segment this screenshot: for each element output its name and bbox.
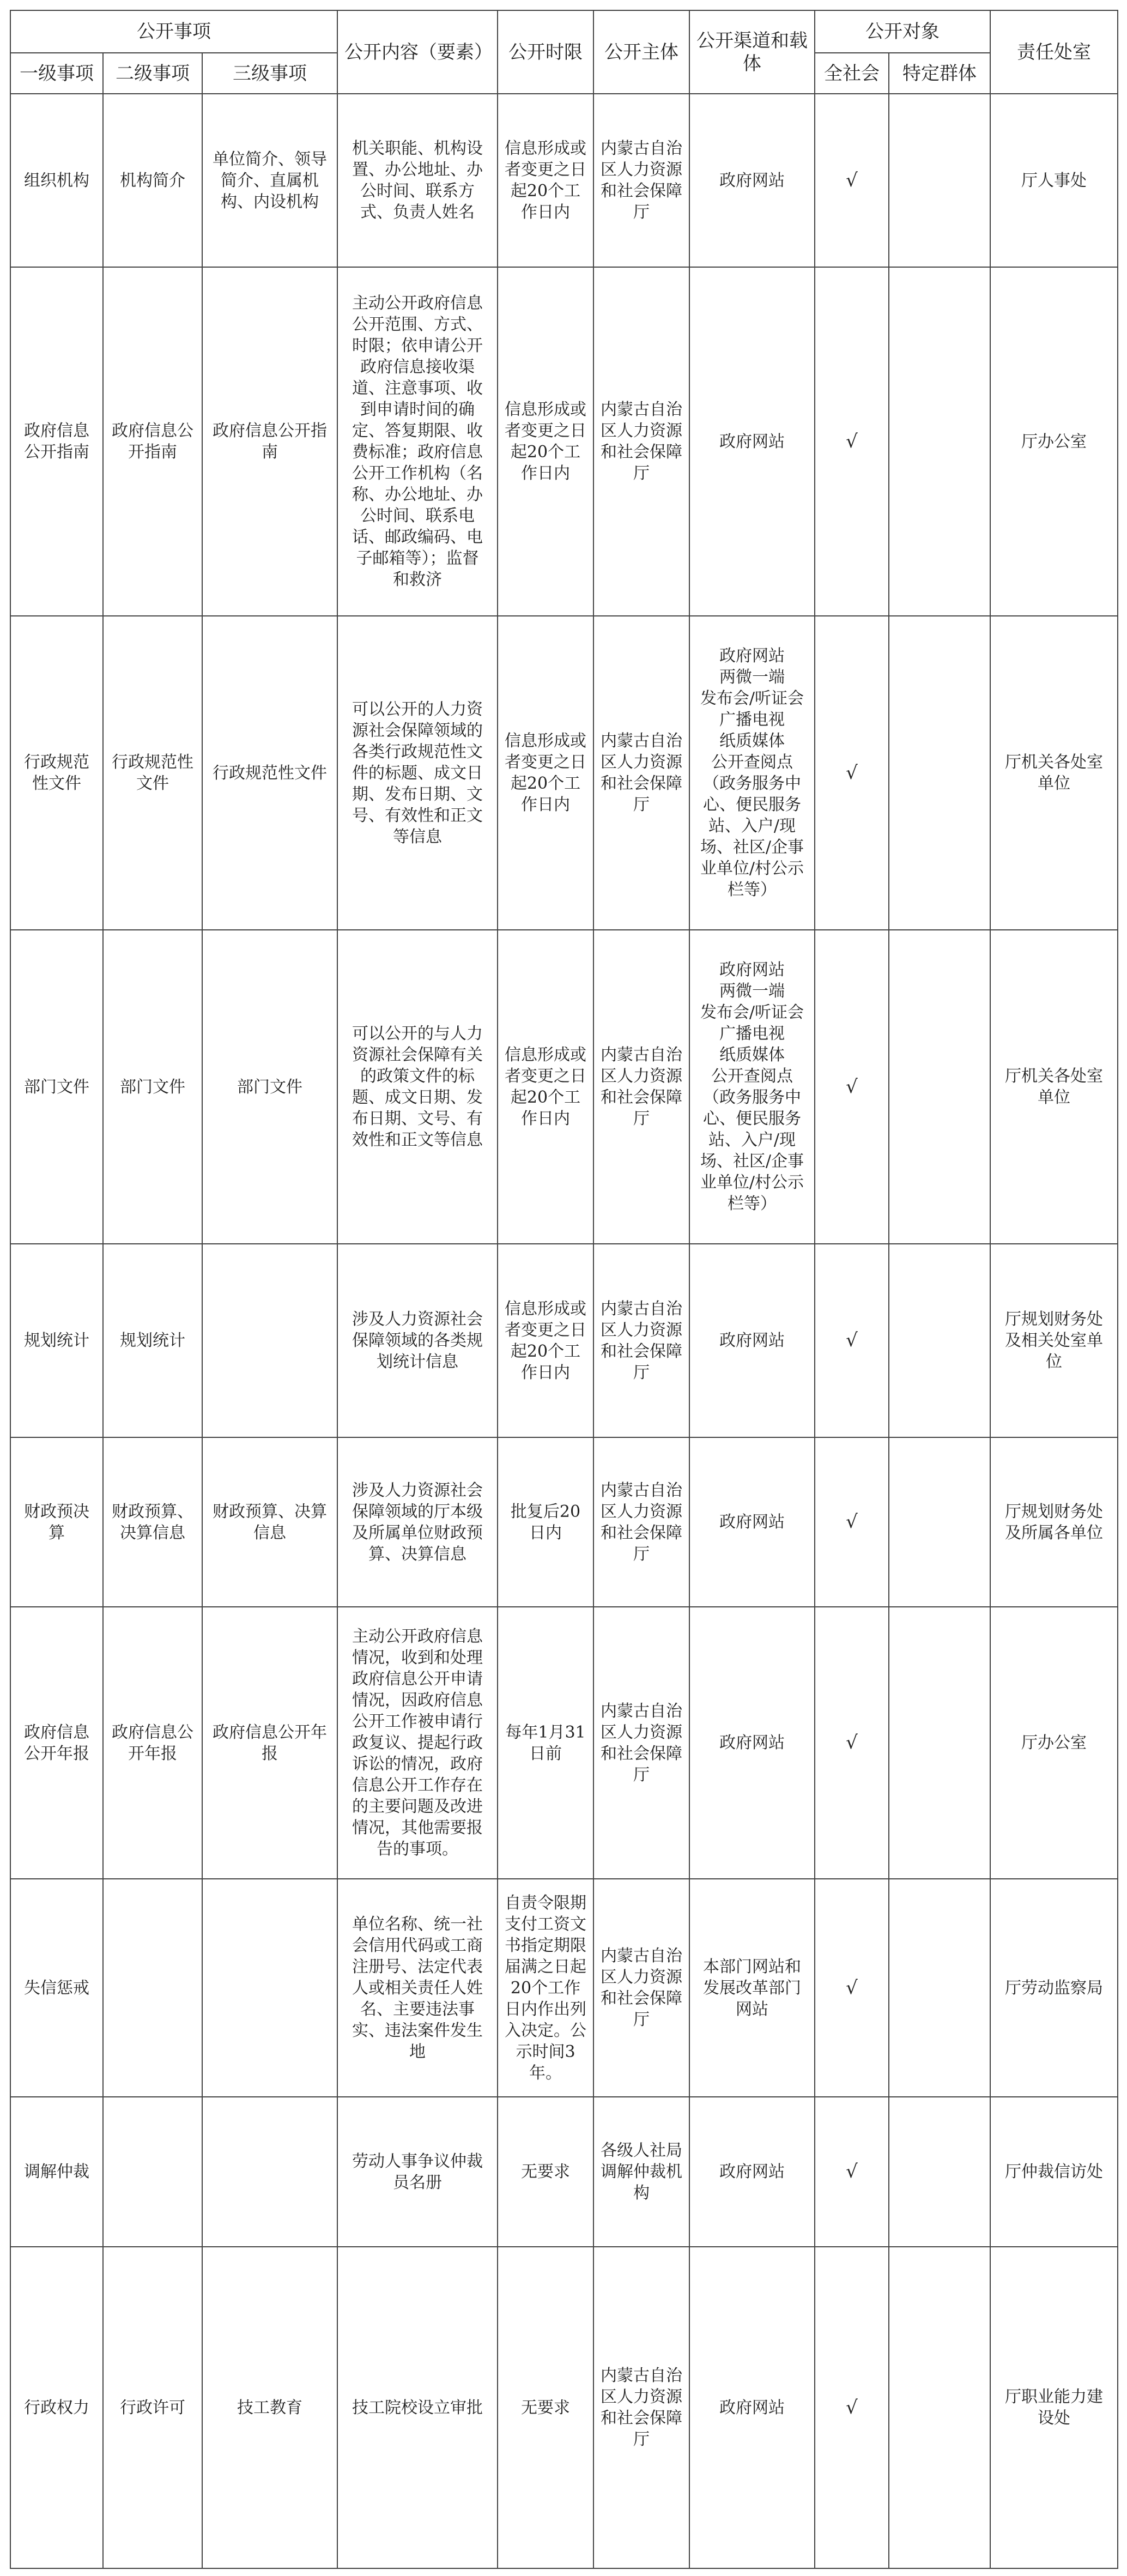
cell-specific-group [889,616,990,930]
cell-time-limit: 信息形成或者变更之日起20个工作日内 [498,1244,593,1437]
cell-level2: 行政规范性文件 [103,616,202,930]
cell-level1: 行政权力 [10,2247,103,2568]
cell-time-limit: 信息形成或者变更之日起20个工作日内 [498,94,593,267]
cell-channel: 政府网站 [689,1244,815,1437]
cell-responsible: 厅机关各处室单位 [990,930,1118,1244]
cell-responsible: 厅职业能力建设处 [990,2247,1118,2568]
cell-time-limit: 信息形成或者变更之日起20个工作日内 [498,267,593,616]
cell-channel: 政府网站 [689,94,815,267]
header-whole-society: 全社会 [815,53,889,94]
cell-content: 单位名称、统一社会信用代码或工商注册号、法定代表人或相关责任人姓名、主要违法事实、违法案件发生地 [337,1879,498,2097]
cell-channel: 政府网站 [689,1437,815,1607]
cell-whole-society-check: √ [815,2097,889,2247]
cell-time-limit: 信息形成或者变更之日起20个工作日内 [498,616,593,930]
disclosure-table [10,10,1118,2569]
cell-whole-society-check: √ [815,267,889,616]
cell-content: 劳动人事争议仲裁员名册 [337,2097,498,2247]
cell-level1: 政府信息公开指南 [10,267,103,616]
cell-subject: 内蒙古自治区人力资源和社会保障厅 [593,616,689,930]
cell-subject: 内蒙古自治区人力资源和社会保障厅 [593,930,689,1244]
cell-specific-group [889,267,990,616]
cell-whole-society-check: √ [815,1879,889,2097]
cell-content: 主动公开政府信息情况，收到和处理政府信息公开申请情况，因政府信息公开工作被申请行政复议、提起行政诉讼的情况，政府信息公开工作存在的主要问题及改进情况，其他需要报告的事项。 [337,1607,498,1879]
cell-responsible: 厅规划财务处及所属各单位 [990,1437,1118,1607]
cell-channel: 政府网站 [689,2247,815,2568]
header-time-limit: 公开时限 [498,10,593,94]
cell-content: 可以公开的与人力资源社会保障有关的政策文件的标题、成文日期、发布日期、文号、有效性和正文等信息 [337,930,498,1244]
table-row [10,1437,1118,1607]
cell-level1: 财政预决算 [10,1437,103,1607]
cell-time-limit: 每年1月31日前 [498,1607,593,1879]
cell-subject: 各级人社局调解仲裁机构 [593,2097,689,2247]
cell-responsible: 厅办公室 [990,1607,1118,1879]
cell-content: 主动公开政府信息公开范围、方式、时限；依申请公开政府信息接收渠道、注意事项、收到申请时间的确定、答复期限、收费标准；政府信息公开工作机构（名称、办公地址、办公时间、联系电话、邮政编码、电子邮箱等）；监督和救济 [337,267,498,616]
cell-time-limit: 自责令限期支付工资文书指定期限届满之日起20个工作日内作出列入决定。公示时间3年。 [498,1879,593,2097]
cell-content: 技工院校设立审批 [337,2247,498,2568]
cell-whole-society-check: √ [815,94,889,267]
table-row [10,1879,1118,2097]
header-responsible: 责任处室 [990,10,1118,94]
table-header [10,10,1118,94]
cell-level1: 规划统计 [10,1244,103,1437]
cell-responsible: 厅仲裁信访处 [990,2097,1118,2247]
cell-content: 可以公开的人力资源社会保障领域的各类行政规范性文件的标题、成文日期、发布日期、文号、有效性和正文等信息 [337,616,498,930]
cell-specific-group [889,2247,990,2568]
cell-level3 [202,1879,337,2097]
cell-responsible: 厅劳动监察局 [990,1879,1118,2097]
cell-whole-society-check: √ [815,1244,889,1437]
cell-level3: 技工教育 [202,2247,337,2568]
cell-specific-group [889,94,990,267]
cell-whole-society-check: √ [815,1607,889,1879]
cell-responsible: 厅人事处 [990,94,1118,267]
cell-time-limit: 无要求 [498,2097,593,2247]
cell-channel: 本部门网站和发展改革部门网站 [689,1879,815,2097]
cell-level2: 机构简介 [103,94,202,267]
table-body [10,94,1118,2568]
cell-level1: 调解仲裁 [10,2097,103,2247]
table-row [10,94,1118,267]
header-level2: 二级事项 [103,53,202,94]
header-target: 公开对象 [815,10,990,53]
cell-content: 涉及人力资源社会保障领域的各类规划统计信息 [337,1244,498,1437]
cell-level2: 政府信息公开年报 [103,1607,202,1879]
cell-level3 [202,2097,337,2247]
cell-subject: 内蒙古自治区人力资源和社会保障厅 [593,1879,689,2097]
cell-specific-group [889,1607,990,1879]
cell-level1: 失信惩戒 [10,1879,103,2097]
header-channel: 公开渠道和载体 [689,10,815,94]
cell-level1: 行政规范性文件 [10,616,103,930]
cell-responsible: 厅办公室 [990,267,1118,616]
cell-subject: 内蒙古自治区人力资源和社会保障厅 [593,1244,689,1437]
cell-level3: 政府信息公开指南 [202,267,337,616]
cell-channel: 政府网站 两微一端 发布会/听证会 广播电视 纸质媒体 公开查阅点（政务服务中心、便民服务站、入户/现场、社区/企事业单位/村公示栏等） [689,616,815,930]
cell-whole-society-check: √ [815,1437,889,1607]
cell-subject: 内蒙古自治区人力资源和社会保障厅 [593,267,689,616]
cell-level2: 政府信息公开指南 [103,267,202,616]
header-specific-group: 特定群体 [889,53,990,94]
cell-level2: 部门文件 [103,930,202,1244]
table-row [10,1244,1118,1437]
cell-whole-society-check: √ [815,930,889,1244]
cell-level1: 部门文件 [10,930,103,1244]
cell-level2 [103,1879,202,2097]
cell-level3: 行政规范性文件 [202,616,337,930]
cell-responsible: 厅机关各处室单位 [990,616,1118,930]
header-level1: 一级事项 [10,53,103,94]
cell-specific-group [889,1244,990,1437]
table-row [10,616,1118,930]
header-subject: 公开主体 [593,10,689,94]
cell-time-limit: 无要求 [498,2247,593,2568]
cell-specific-group [889,1437,990,1607]
cell-channel: 政府网站 [689,1607,815,1879]
cell-level2 [103,2097,202,2247]
cell-level2: 规划统计 [103,1244,202,1437]
cell-content: 机关职能、机构设置、办公地址、办公时间、联系方式、负责人姓名 [337,94,498,267]
cell-channel: 政府网站 两微一端 发布会/听证会 广播电视 纸质媒体 公开查阅点（政务服务中心、便民服务站、入户/现场、社区/企事业单位/村公示栏等） [689,930,815,1244]
cell-level3: 部门文件 [202,930,337,1244]
header-content: 公开内容（要素） [337,10,498,94]
cell-channel: 政府网站 [689,2097,815,2247]
cell-subject: 内蒙古自治区人力资源和社会保障厅 [593,2247,689,2568]
cell-specific-group [889,930,990,1244]
table-row [10,2247,1118,2568]
cell-responsible: 厅规划财务处及相关处室单位 [990,1244,1118,1437]
header-level3: 三级事项 [202,53,337,94]
cell-level2: 行政许可 [103,2247,202,2568]
cell-channel: 政府网站 [689,267,815,616]
cell-time-limit: 批复后20日内 [498,1437,593,1607]
cell-level3: 政府信息公开年报 [202,1607,337,1879]
cell-time-limit: 信息形成或者变更之日起20个工作日内 [498,930,593,1244]
cell-level2: 财政预算、决算信息 [103,1437,202,1607]
table-row [10,2097,1118,2247]
table-row [10,1607,1118,1879]
cell-subject: 内蒙古自治区人力资源和社会保障厅 [593,1437,689,1607]
cell-specific-group [889,1879,990,2097]
cell-whole-society-check: √ [815,2247,889,2568]
header-public-items: 公开事项 [10,10,337,53]
cell-content: 涉及人力资源社会保障领域的厅本级及所属单位财政预算、决算信息 [337,1437,498,1607]
cell-whole-society-check: √ [815,616,889,930]
table-row [10,267,1118,616]
cell-level3 [202,1244,337,1437]
cell-level3: 财政预算、决算信息 [202,1437,337,1607]
cell-specific-group [889,2097,990,2247]
cell-level1: 政府信息公开年报 [10,1607,103,1879]
table-row [10,930,1118,1244]
cell-subject: 内蒙古自治区人力资源和社会保障厅 [593,94,689,267]
cell-subject: 内蒙古自治区人力资源和社会保障厅 [593,1607,689,1879]
cell-level1: 组织机构 [10,94,103,267]
cell-level3: 单位简介、领导简介、直属机构、内设机构 [202,94,337,267]
